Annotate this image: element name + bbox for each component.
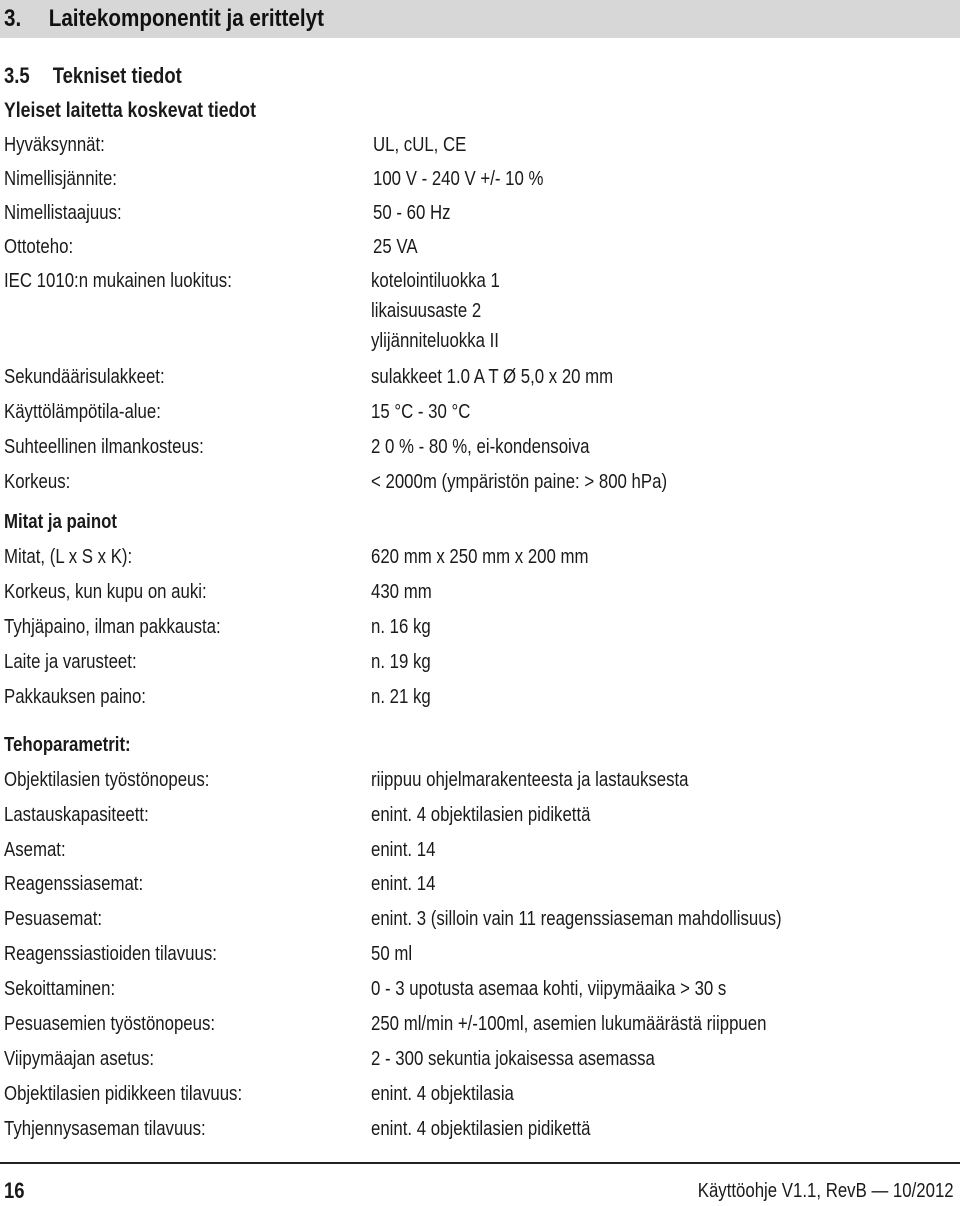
spec-label: Korkeus:: [4, 471, 71, 493]
spec-value: n. 21 kg: [371, 686, 431, 708]
dimensions-heading: Mitat ja painot: [4, 511, 117, 533]
spec-label: Viipymäajan asetus:: [4, 1048, 155, 1070]
spec-value-line3: ylijänniteluokka II: [371, 330, 499, 352]
spec-value: 15 °C - 30 °C: [371, 401, 471, 423]
chapter-heading: [4, 0, 324, 38]
spec-label: Sekundäärisulakkeet:: [4, 366, 165, 388]
spec-value: 620 mm x 250 mm x 200 mm: [371, 546, 589, 568]
spec-label: Nimellistaajuus:: [4, 202, 122, 224]
spec-value: n. 16 kg: [371, 616, 431, 638]
spec-value: 2 0 % - 80 %, ei-kondensoiva: [371, 436, 590, 458]
spec-value: kotelointiluokka 1: [371, 270, 500, 292]
spec-value: 0 - 3 upotusta asemaa kohti, viipymäaika > 30 s: [371, 978, 727, 1000]
section-heading: [4, 62, 182, 90]
spec-label: Asemat:: [4, 839, 66, 861]
spec-label: Tyhjennysaseman tilavuus:: [4, 1118, 206, 1140]
spec-label: Tyhjäpaino, ilman pakkausta:: [4, 616, 221, 638]
spec-label: Reagenssiasemat:: [4, 873, 144, 895]
spec-label: Ottoteho:: [4, 236, 74, 258]
spec-value: 2 - 300 sekuntia jokaisessa asemassa: [371, 1048, 655, 1070]
chapter-number: 3.: [4, 5, 22, 32]
spec-label: Objektilasien pidikkeen tilavuus:: [4, 1083, 243, 1105]
spec-value: 250 ml/min +/-100ml, asemien lukumäärästä riippuen: [371, 1013, 767, 1035]
spec-label: Sekoittaminen:: [4, 978, 116, 1000]
spec-value: 430 mm: [371, 581, 432, 603]
spec-label: Lastauskapasiteett:: [4, 804, 149, 826]
general-heading: Yleiset laitetta koskevat tiedot: [4, 99, 256, 122]
footer-divider: [0, 1162, 960, 1164]
spec-label: Käyttölämpötila-alue:: [4, 401, 161, 423]
spec-label: Nimellisjännite:: [4, 168, 117, 190]
spec-value: enint. 4 objektilasia: [371, 1083, 514, 1105]
spec-label: Pakkauksen paino:: [4, 686, 146, 708]
spec-label: Hyväksynnät:: [4, 134, 105, 156]
spec-label: Objektilasien työstönopeus:: [4, 769, 210, 791]
spec-label: Suhteellinen ilmankosteus:: [4, 436, 204, 458]
spec-value: enint. 14: [371, 873, 436, 895]
spec-label: IEC 1010:n mukainen luokitus:: [4, 270, 232, 292]
spec-label: Laite ja varusteet:: [4, 651, 137, 673]
spec-label: Reagenssiastioiden tilavuus:: [4, 943, 217, 965]
section-title: Tekniset tiedot: [52, 63, 182, 88]
spec-value: enint. 3 (silloin vain 11 reagenssiaseman mahdollisuus): [371, 908, 782, 930]
spec-value: sulakkeet 1.0 A T Ø 5,0 x 20 mm: [371, 366, 614, 388]
spec-value: 50 ml: [371, 943, 413, 965]
spec-label: Korkeus, kun kupu on auki:: [4, 581, 207, 603]
section-number: 3.5: [4, 63, 30, 88]
spec-label: Mitat, (L x S x K):: [4, 546, 133, 568]
spec-value: n. 19 kg: [371, 651, 431, 673]
chapter-title: Laitekomponentit ja erittelyt: [48, 5, 324, 32]
spec-value: enint. 4 objektilasien pidikettä: [371, 1118, 591, 1140]
spec-label: Pesuasemat:: [4, 908, 103, 930]
spec-value-line2: likaisuusaste 2: [371, 300, 482, 322]
performance-heading: Tehoparametrit:: [4, 734, 131, 756]
spec-value: 100 V - 240 V +/- 10 %: [373, 168, 544, 190]
spec-value: < 2000m (ympäristön paine: > 800 hPa): [371, 471, 668, 493]
spec-value: enint. 4 objektilasien pidikettä: [371, 804, 591, 826]
spec-value: riippuu ohjelmarakenteesta ja lastauksesta: [371, 769, 689, 791]
spec-value: enint. 14: [371, 839, 436, 861]
spec-label: Pesuasemien työstönopeus:: [4, 1013, 216, 1035]
spec-value: 25 VA: [373, 236, 418, 258]
page-number: 16: [4, 1178, 25, 1203]
spec-value: 50 - 60 Hz: [373, 202, 451, 224]
spec-value: UL, cUL, CE: [373, 134, 467, 156]
document-version: Käyttöohje V1.1, RevB — 10/2012: [698, 1180, 954, 1202]
